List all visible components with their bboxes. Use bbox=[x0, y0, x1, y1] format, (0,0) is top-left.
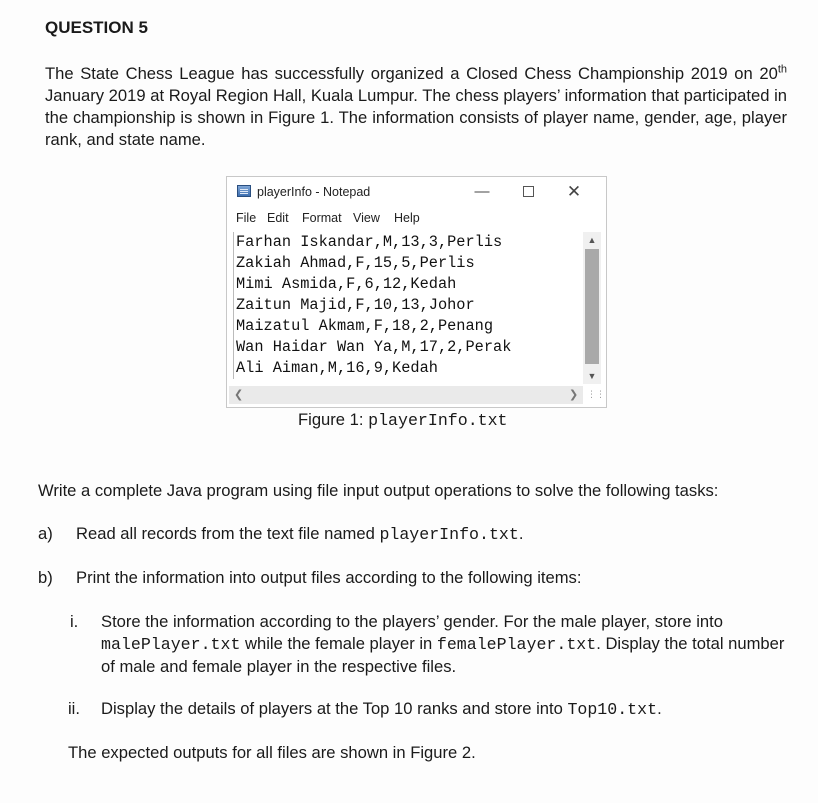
minimize-icon[interactable]: — bbox=[474, 183, 490, 200]
menu-format[interactable]: Format bbox=[302, 211, 342, 225]
item-i-text bbox=[101, 611, 787, 678]
item-i-file-female: femalePlayer.txt bbox=[436, 635, 597, 654]
text-line: Wan Haidar Wan Ya,M,17,2,Perak bbox=[236, 338, 512, 356]
vertical-scrollbar[interactable] bbox=[583, 232, 601, 384]
question-heading: QUESTION 5 bbox=[45, 18, 148, 37]
horizontal-scrollbar[interactable] bbox=[229, 386, 583, 404]
figure-1-caption bbox=[298, 410, 508, 430]
menu-file[interactable]: File bbox=[236, 211, 257, 225]
resize-grip-icon[interactable]: ⋮⋮ bbox=[587, 389, 605, 399]
item-i-label: i. bbox=[70, 612, 79, 631]
text-line: Farhan Iskandar,M,13,3,Perlis bbox=[236, 233, 503, 251]
scroll-down-icon[interactable]: ▼ bbox=[587, 371, 597, 381]
item-i-body-1: Store the information according to the players’ gender. For the male player, store into bbox=[101, 612, 723, 631]
menu-help[interactable]: Help bbox=[394, 211, 420, 225]
task-b-text: Print the information into output files according to the following items: bbox=[76, 568, 582, 587]
task-intro: Write a complete Java program using file input output operations to solve the following tasks: bbox=[38, 481, 719, 500]
intro-text-1: The State Chess League has successfully organized a Closed Chess Championship 2019 on 20 bbox=[45, 64, 778, 83]
item-i-file-male: malePlayer.txt bbox=[101, 635, 241, 654]
scroll-left-icon[interactable]: ❮ bbox=[234, 389, 244, 401]
item-ii-label: ii. bbox=[68, 699, 80, 718]
notepad-title-bar[interactable] bbox=[227, 177, 606, 207]
notepad-text-area[interactable] bbox=[233, 232, 584, 379]
notepad-window bbox=[226, 176, 607, 408]
task-b-label: b) bbox=[38, 568, 53, 587]
caption-label: Figure 1: bbox=[298, 410, 369, 429]
task-a-end: . bbox=[518, 524, 524, 543]
maximize-icon[interactable] bbox=[505, 179, 551, 205]
task-a-text bbox=[76, 523, 523, 546]
item-ii-end: . bbox=[657, 699, 662, 718]
intro-superscript: th bbox=[777, 63, 787, 76]
item-i-body-3: . Display the total number of male and female player in the respective files. bbox=[101, 634, 785, 676]
menu-edit[interactable]: Edit bbox=[267, 211, 289, 225]
vertical-scroll-thumb[interactable] bbox=[585, 249, 599, 364]
scroll-up-icon[interactable]: ▲ bbox=[587, 235, 597, 245]
notepad-menu-bar bbox=[227, 211, 606, 229]
task-a-label: a) bbox=[38, 524, 53, 543]
text-line: Zakiah Ahmad,F,15,5,Perlis bbox=[236, 254, 475, 272]
text-line: Maizatul Akmam,F,18,2,Penang bbox=[236, 317, 494, 335]
caption-filename: playerInfo.txt bbox=[368, 411, 508, 430]
scroll-right-icon[interactable]: ❯ bbox=[569, 389, 579, 401]
text-line: Ali Aiman,M,16,9,Kedah bbox=[236, 359, 438, 377]
text-line: Mimi Asmida,F,6,12,Kedah bbox=[236, 275, 457, 293]
intro-paragraph bbox=[45, 63, 787, 151]
close-icon[interactable]: ✕ bbox=[566, 182, 582, 201]
task-a-body: Read all records from the text file named bbox=[76, 524, 380, 543]
item-i-body-2: while the female player in bbox=[240, 634, 437, 653]
item-ii-text bbox=[101, 698, 662, 721]
text-line: Zaitun Majid,F,10,13,Johor bbox=[236, 296, 475, 314]
menu-view[interactable]: View bbox=[353, 211, 380, 225]
closing-sentence: The expected outputs for all files are shown in Figure 2. bbox=[68, 743, 476, 762]
task-a-filename: playerInfo.txt bbox=[379, 525, 519, 544]
notepad-icon bbox=[237, 185, 251, 197]
notepad-title: playerInfo - Notepad bbox=[257, 185, 371, 199]
item-ii-body: Display the details of players at the Top 10 ranks and store into bbox=[101, 699, 568, 718]
intro-text-2: January 2019 at Royal Region Hall, Kuala Lumpur. The chess players’ information that participated in the championship is shown in Figure 1. The information consists of player name, gender, age, player rank, and state name. bbox=[45, 86, 787, 149]
item-ii-filename: Top10.txt bbox=[567, 700, 658, 719]
